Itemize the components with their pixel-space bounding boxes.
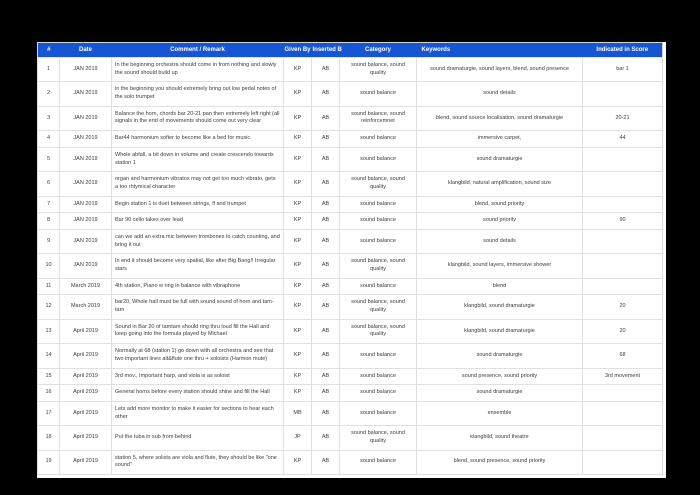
table-row <box>38 82 663 106</box>
header-row <box>38 43 663 58</box>
cell-score: 20-21 <box>583 106 663 130</box>
table-body <box>38 58 663 475</box>
cell-date: March 2019 <box>60 295 112 319</box>
cell-given: KP <box>284 229 312 253</box>
cell-comment: Put the tuba in sub from behind <box>112 426 284 450</box>
cell-date: JAN 2019 <box>60 196 112 213</box>
cell-date: JAN 2019 <box>60 131 112 148</box>
table-row <box>38 229 663 253</box>
cell-keywords: klangbild, sound dramaturgie <box>417 319 583 343</box>
table-row <box>38 131 663 148</box>
cell-category: sound balance <box>340 278 417 295</box>
column-header-date: Date <box>60 43 112 58</box>
cell-given: KP <box>284 213 312 230</box>
cell-category: sound balance <box>340 147 417 171</box>
cell-num: 16 <box>38 385 60 402</box>
cell-num: 11 <box>38 278 60 295</box>
cell-score <box>583 196 663 213</box>
cell-date: April 2019 <box>60 401 112 425</box>
cell-comment: Begin station 1 is duet between strings, fl and trumpet <box>112 196 284 213</box>
cell-category: sound balance <box>340 82 417 106</box>
cell-num: 1 <box>38 58 60 82</box>
cell-date: JAN 2019 <box>60 106 112 130</box>
cell-keywords: sound dramaturgie <box>417 147 583 171</box>
cell-given: KP <box>284 131 312 148</box>
table-row <box>38 401 663 425</box>
cell-keywords: sound details <box>417 82 583 106</box>
cell-category: sound balance <box>340 196 417 213</box>
cell-num: 15 <box>38 368 60 385</box>
cell-inserted: AB <box>312 131 340 148</box>
cell-num: 10 <box>38 254 60 278</box>
cell-date: March 2019 <box>60 278 112 295</box>
cell-date: April 2019 <box>60 450 112 474</box>
cell-given: KP <box>284 172 312 196</box>
cell-given: KP <box>284 254 312 278</box>
cell-num: 2 <box>38 82 60 106</box>
cell-score <box>583 278 663 295</box>
cell-category: sound balance <box>340 368 417 385</box>
cell-inserted: AB <box>312 229 340 253</box>
cell-keywords: immersive carpet, <box>417 131 583 148</box>
cell-comment: General horns before every station should shine and fill the Hall <box>112 385 284 402</box>
cell-given: KP <box>284 319 312 343</box>
cell-comment: In end it should become very spatial, like after Big Bang!! Irregular stars <box>112 254 284 278</box>
cell-keywords: sound presence, sound priority <box>417 368 583 385</box>
cell-score: 20 <box>583 295 663 319</box>
cell-comment: station 5, where solists are viola and flute, they should be like "one sound" <box>112 450 284 474</box>
cell-inserted: AB <box>312 368 340 385</box>
cell-category: sound balance <box>340 229 417 253</box>
column-header-num: # <box>38 43 60 58</box>
cell-keywords: sound details <box>417 229 583 253</box>
cell-num: 18 <box>38 426 60 450</box>
cell-score: 90 <box>583 213 663 230</box>
table-row <box>38 58 663 82</box>
table-row <box>38 295 663 319</box>
cell-given: KP <box>284 385 312 402</box>
cell-num: 8 <box>38 213 60 230</box>
table-row <box>38 319 663 343</box>
cell-category: sound balance, sound reinforcemnet <box>340 106 417 130</box>
cell-inserted: AB <box>312 254 340 278</box>
cell-date: April 2019 <box>60 426 112 450</box>
cell-given: KP <box>284 450 312 474</box>
cell-comment: organ and harmonium vibratos may not get too much vibrato, gets a too rhtymical character <box>112 172 284 196</box>
cell-num: 4 <box>38 131 60 148</box>
table-row <box>38 344 663 368</box>
cell-given: KP <box>284 106 312 130</box>
cell-given: KP <box>284 196 312 213</box>
cell-score <box>583 229 663 253</box>
cell-score <box>583 147 663 171</box>
cell-score <box>583 426 663 450</box>
cell-keywords: sound dramaturgie, sound layers, blend, sound presence <box>417 58 583 82</box>
cell-date: JAN 2019 <box>60 82 112 106</box>
cell-comment: Sound in Bar 20 of tamtam should ring thru loud fill the Hall and keep going into the formula played by Michael <box>112 319 284 343</box>
cell-inserted: AB <box>312 344 340 368</box>
document-sheet <box>37 42 666 478</box>
cell-given: MB <box>284 401 312 425</box>
cell-keywords: blend, sound presence, sound priority <box>417 450 583 474</box>
table-row <box>38 172 663 196</box>
cell-keywords: blend, sound priority <box>417 196 583 213</box>
cell-keywords: sound priority <box>417 213 583 230</box>
comments-table <box>37 42 663 475</box>
cell-date: JAN 2019 <box>60 172 112 196</box>
cell-inserted: AB <box>312 58 340 82</box>
cell-inserted: AB <box>312 319 340 343</box>
cell-date: JAN 2019 <box>60 58 112 82</box>
cell-score: bar 1 <box>583 58 663 82</box>
cell-inserted: AB <box>312 82 340 106</box>
column-header-keywords: Keywords <box>417 43 583 58</box>
cell-inserted: AB <box>312 450 340 474</box>
cell-keywords: klangbild, sound layers, immersive shower <box>417 254 583 278</box>
cell-comment: Lets add more monitor to make it easier for sections to hear each other <box>112 401 284 425</box>
cell-given: KP <box>284 344 312 368</box>
cell-category: sound balance <box>340 344 417 368</box>
cell-date: JAN 2019 <box>60 213 112 230</box>
cell-comment: bar20, Whole hall must be full with sound sound of horn and tam-tam <box>112 295 284 319</box>
cell-num: 12 <box>38 295 60 319</box>
cell-comment: In the beginning orchestra should come in from nothing and slowly the sound should build up <box>112 58 284 82</box>
column-header-score: Indicated in Score <box>583 43 663 58</box>
cell-keywords: blend, sound source localisation, sound dramaturgie <box>417 106 583 130</box>
cell-score: 68 <box>583 344 663 368</box>
cell-score <box>583 82 663 106</box>
cell-score <box>583 450 663 474</box>
column-header-comment: Comment / Remark <box>112 43 284 58</box>
cell-category: sound balance, sound quality <box>340 426 417 450</box>
cell-inserted: AB <box>312 147 340 171</box>
cell-num: 3 <box>38 106 60 130</box>
table-row <box>38 426 663 450</box>
cell-score <box>583 254 663 278</box>
cell-date: April 2019 <box>60 385 112 402</box>
cell-date: April 2019 <box>60 344 112 368</box>
cell-score: 20 <box>583 319 663 343</box>
cell-num: 5 <box>38 147 60 171</box>
cell-inserted: AB <box>312 196 340 213</box>
table-row <box>38 385 663 402</box>
cell-category: sound balance, sound quality <box>340 172 417 196</box>
table-row <box>38 213 663 230</box>
cell-given: JP <box>284 426 312 450</box>
cell-comment: can we add an extra mic between trombones to catch counting, and bring it out <box>112 229 284 253</box>
cell-num: 7 <box>38 196 60 213</box>
cell-score <box>583 401 663 425</box>
cell-category: sound balance <box>340 385 417 402</box>
cell-comment: Bar44 harmonium softer to become like a bed for music. <box>112 131 284 148</box>
cell-inserted: AB <box>312 401 340 425</box>
cell-inserted: AB <box>312 385 340 402</box>
cell-inserted: AB <box>312 295 340 319</box>
table-row <box>38 106 663 130</box>
cell-comment: Balance the horn, chords bar 20-21 pan then extremely left right (all signals in the end of movements should come out very clear <box>112 106 284 130</box>
table-row <box>38 254 663 278</box>
cell-comment: 4th station, Piano w ring in balance with vibraphone <box>112 278 284 295</box>
cell-date: JAN 2019 <box>60 254 112 278</box>
cell-category: sound balance, sound quality <box>340 254 417 278</box>
cell-category: sound balance <box>340 401 417 425</box>
cell-inserted: AB <box>312 426 340 450</box>
cell-date: JAN 2019 <box>60 229 112 253</box>
cell-given: KP <box>284 82 312 106</box>
cell-keywords: blend <box>417 278 583 295</box>
cell-category: sound balance <box>340 131 417 148</box>
cell-given: KP <box>284 278 312 295</box>
cell-comment: Whole abfall, a bit down in volume and create crescendo towards station 1 <box>112 147 284 171</box>
cell-comment: 3rd mov., Important harp, and viola is as soloist <box>112 368 284 385</box>
cell-keywords: sound dramaturgie <box>417 385 583 402</box>
cell-category: sound balance, sound quality <box>340 319 417 343</box>
cell-inserted: AB <box>312 278 340 295</box>
cell-score <box>583 385 663 402</box>
cell-category: sound balance, sound quality <box>340 58 417 82</box>
column-header-given: Given By <box>284 43 312 58</box>
table-row <box>38 368 663 385</box>
cell-inserted: AB <box>312 106 340 130</box>
cell-category: sound balance <box>340 213 417 230</box>
cell-keywords: sound dramaturgie <box>417 344 583 368</box>
cell-num: 6 <box>38 172 60 196</box>
cell-given: KP <box>284 368 312 385</box>
cell-inserted: AB <box>312 213 340 230</box>
cell-keywords: klangbild, sound theatre <box>417 426 583 450</box>
cell-given: KP <box>284 58 312 82</box>
table-row <box>38 450 663 474</box>
cell-date: JAN 2019 <box>60 147 112 171</box>
cell-comment: in the beginning you should extremely bring out low pedal notes of the solo trumpet <box>112 82 284 106</box>
cell-keywords: ensemble <box>417 401 583 425</box>
column-header-category: Category <box>340 43 417 58</box>
cell-comment: Normally at 68 (station 1) go down with all orchestra and see that two important lines alt&flute one thru + soloists (Harmon mute) <box>112 344 284 368</box>
cell-keywords: klangbild, sound dramaturgie <box>417 295 583 319</box>
cell-num: 9 <box>38 229 60 253</box>
cell-score <box>583 172 663 196</box>
cell-num: 14 <box>38 344 60 368</box>
cell-score: 44 <box>583 131 663 148</box>
cell-score: 3rd movement <box>583 368 663 385</box>
cell-given: KP <box>284 295 312 319</box>
cell-date: April 2019 <box>60 368 112 385</box>
cell-date: April 2019 <box>60 319 112 343</box>
table-row <box>38 147 663 171</box>
table-row <box>38 196 663 213</box>
table-row <box>38 278 663 295</box>
cell-given: KP <box>284 147 312 171</box>
cell-category: sound balance, sound quality <box>340 295 417 319</box>
cell-comment: Bar 90 cello takes over lead <box>112 213 284 230</box>
cell-keywords: klangbild, natural amplification, sound size <box>417 172 583 196</box>
cell-category: sound balance <box>340 450 417 474</box>
cell-num: 13 <box>38 319 60 343</box>
cell-inserted: AB <box>312 172 340 196</box>
cell-num: 17 <box>38 401 60 425</box>
column-header-inserted: Inserted B <box>312 43 340 58</box>
cell-num: 19 <box>38 450 60 474</box>
